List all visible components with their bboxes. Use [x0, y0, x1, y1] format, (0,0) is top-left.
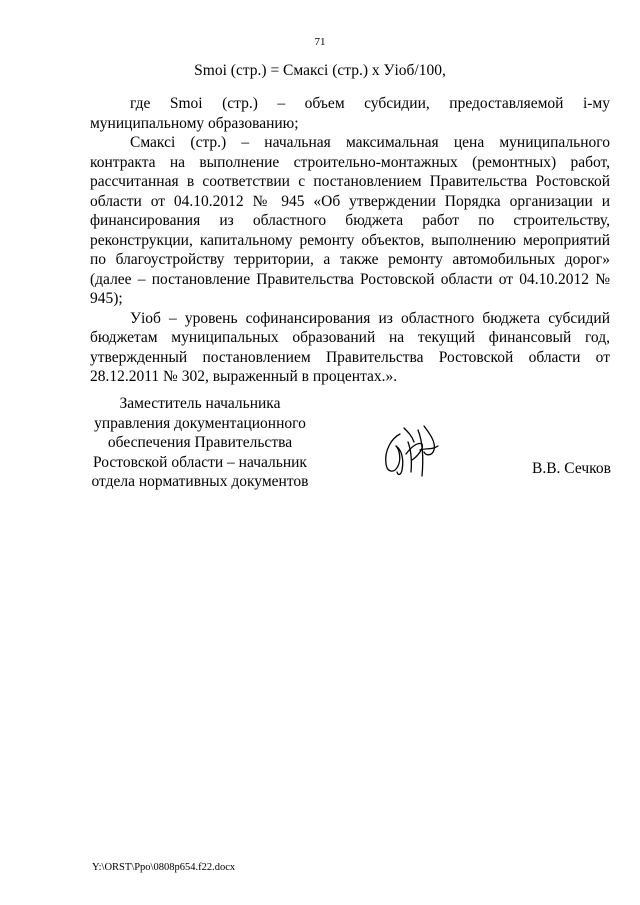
signatory-title-line: Ростовской области – начальник: [93, 453, 307, 471]
signatory-title: [90, 394, 310, 492]
body-text: [90, 94, 610, 387]
footer-file-path: Y:\ORST\Ppo\0808p654.f22.docx: [92, 862, 236, 873]
paragraph-smoi-definition: где Smoi (стр.) – объем субсидии, предоставляемой i-му муниципальному образованию;: [90, 95, 610, 132]
signatory-title-line: отдела нормативных документов: [91, 473, 309, 490]
signatory-title-line: Заместитель начальника: [119, 395, 281, 412]
formula: Smoi (стр.) = Смаксi (стр.) х Уiоб/100,: [194, 62, 446, 79]
page-number: 71: [314, 36, 326, 48]
signer-name: В.В. Сечков: [532, 460, 611, 477]
handwritten-signature-icon: [378, 420, 448, 480]
paragraph-uiob-definition: Уiоб – уровень софинансирования из областного бюджета субсидий бюджетам муниципальных образований на текущий финансовый год, утвержденный постановлением Правительства Ростовской области от 28.12.2011 № 302, выраженный в процентах.».: [90, 309, 610, 385]
paragraph-smaksi-definition: Смаксi (стр.) – начальная максимальная цена муниципального контракта на выполнение строительно-монтажных (ремонтных) работ, рассчитанная в соответствии с постановлением Правительства Ростовской области от 04.10.2012 № 945 «Об утверждении Порядка организации и финансирования из областного бюджета работ по строительству, реконструкции, капитальному ремонту объектов, выполнению мероприятий по благоустройству территории, а также ремонту автомобильных дорог» (далее – постановление Правительства Ростовской области от 04.10.2012 № 945);: [90, 134, 610, 307]
signatory-title-line: управления документационного: [94, 414, 306, 432]
signatory-title-line: обеспечения Правительства: [107, 434, 293, 451]
